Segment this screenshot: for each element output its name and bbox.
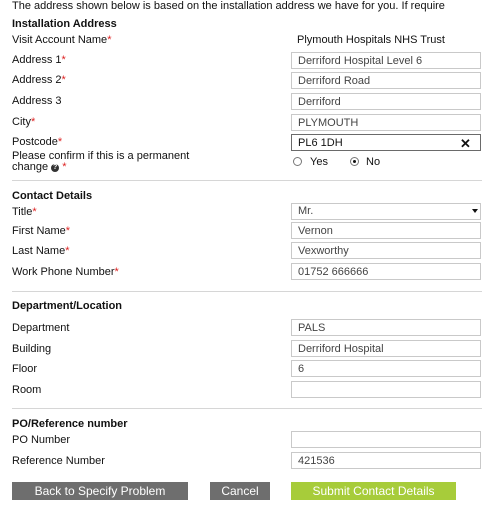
po-reference-heading: PO/Reference number: [12, 418, 128, 430]
address1-label: Address 1*: [12, 54, 66, 66]
help-icon[interactable]: ?: [53, 164, 58, 171]
cancel-button[interactable]: Cancel: [210, 482, 270, 500]
work-phone-label: Work Phone Number*: [12, 266, 119, 278]
address2-input[interactable]: [291, 72, 481, 89]
intro-text: The address shown below is based on the installation address we have for you. If require: [12, 0, 445, 12]
address3-input[interactable]: [291, 93, 481, 110]
back-to-specify-problem-button[interactable]: Back to Specify Problem: [12, 482, 188, 500]
postcode-label: Postcode*: [12, 136, 63, 148]
floor-label: Floor: [12, 363, 38, 375]
address2-label: Address 2*: [12, 74, 66, 86]
divider: [12, 408, 482, 409]
first-name-input[interactable]: [291, 222, 481, 239]
title-select-value: Mr.: [298, 205, 314, 217]
chevron-down-icon: [472, 209, 478, 213]
reference-number-input[interactable]: [291, 452, 481, 469]
address3-label: Address 3: [12, 95, 62, 107]
divider: [12, 291, 482, 292]
permanent-yes-radio[interactable]: [293, 157, 302, 166]
last-name-label: Last Name*: [12, 245, 70, 257]
first-name-label: First Name*: [12, 225, 71, 237]
visit-account-name-label: Visit Account Name*: [12, 34, 112, 46]
address1-input[interactable]: [291, 52, 481, 69]
clear-icon[interactable]: ✕: [460, 136, 471, 151]
room-input[interactable]: [291, 381, 481, 398]
permanent-no-radio[interactable]: [350, 157, 359, 166]
department-label: Department: [12, 322, 70, 334]
building-label: Building: [12, 343, 52, 355]
room-label: Room: [12, 384, 42, 396]
po-number-input[interactable]: [291, 431, 481, 448]
building-input[interactable]: [291, 340, 481, 357]
last-name-input[interactable]: [291, 242, 481, 259]
po-number-label: PO Number: [12, 434, 71, 446]
title-label: Title*: [12, 206, 37, 218]
postcode-input[interactable]: [291, 134, 481, 151]
city-label: City*: [12, 116, 36, 128]
permanent-change-label: Please confirm if this is a permanent change ? *: [12, 150, 190, 173]
permanent-no-label: No: [366, 156, 381, 168]
submit-contact-details-button[interactable]: Submit Contact Details: [291, 482, 456, 500]
floor-input[interactable]: [291, 360, 481, 377]
department-location-heading: Department/Location: [12, 300, 123, 312]
work-phone-input[interactable]: [291, 263, 481, 280]
contact-details-heading: Contact Details: [12, 190, 93, 202]
permanent-yes-label: Yes: [310, 156, 328, 168]
title-select[interactable]: [291, 203, 481, 220]
reference-number-label: Reference Number: [12, 455, 105, 467]
installation-address-heading: Installation Address: [12, 18, 117, 30]
department-input[interactable]: [291, 319, 481, 336]
visit-account-name-value: Plymouth Hospitals NHS Trust: [297, 34, 445, 46]
divider: [12, 180, 482, 181]
city-input[interactable]: [291, 114, 481, 131]
